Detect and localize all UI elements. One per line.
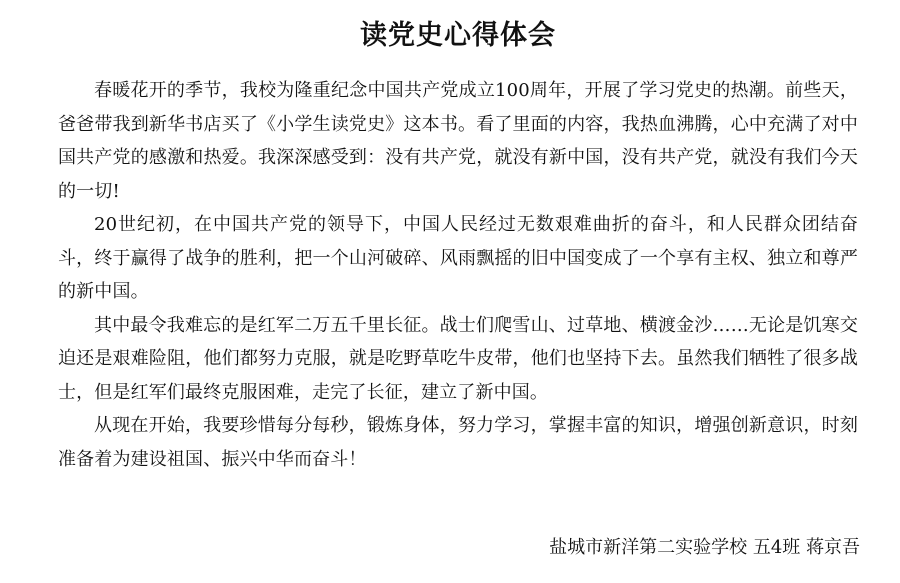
document-title: 读党史心得体会: [360, 20, 556, 51]
paragraph-4: 从现在开始，我要珍惜每分每秒，锻炼身体，努力学习，掌握丰富的知识，增强创新意识，时刻准备着为建设祖国、振兴中华而奋斗！: [58, 415, 858, 470]
paragraph-2: 20世纪初，在中国共产党的领导下，中国人民经过无数艰难曲折的奋斗，和人民群众团结奋斗，终于赢得了战争的胜利，把一个山河破碎、风雨飘摇的旧中国变成了一个享有主权、独立和尊严的新中国。: [58, 214, 858, 302]
paragraph-1: 春暖花开的季节，我校为隆重纪念中国共产党成立100周年，开展了学习党史的热潮。前些天，爸爸带我到新华书店买了《小学生读党史》这本书。看了里面的内容，我热血沸腾，心中充满了对中国共产党的感激和热爱。我深深感受到：没有共产党，就没有新中国，没有共产党，就没有我们今天的一切!: [58, 80, 858, 202]
paragraph-3: 其中最令我难忘的是红军二万五千里长征。战士们爬雪山、过草地、横渡金沙……无论是饥寒交迫还是艰难险阻，他们都努力克服，就是吃野草吃牛皮带，他们也坚持下去。虽然我们牺牲了很多战士，但是红军们最终克服困难，走完了长征，建立了新中国。: [58, 314, 858, 403]
author-signature: 盐城市新洋第二实验学校 五4班 蒋京吾: [549, 537, 860, 558]
